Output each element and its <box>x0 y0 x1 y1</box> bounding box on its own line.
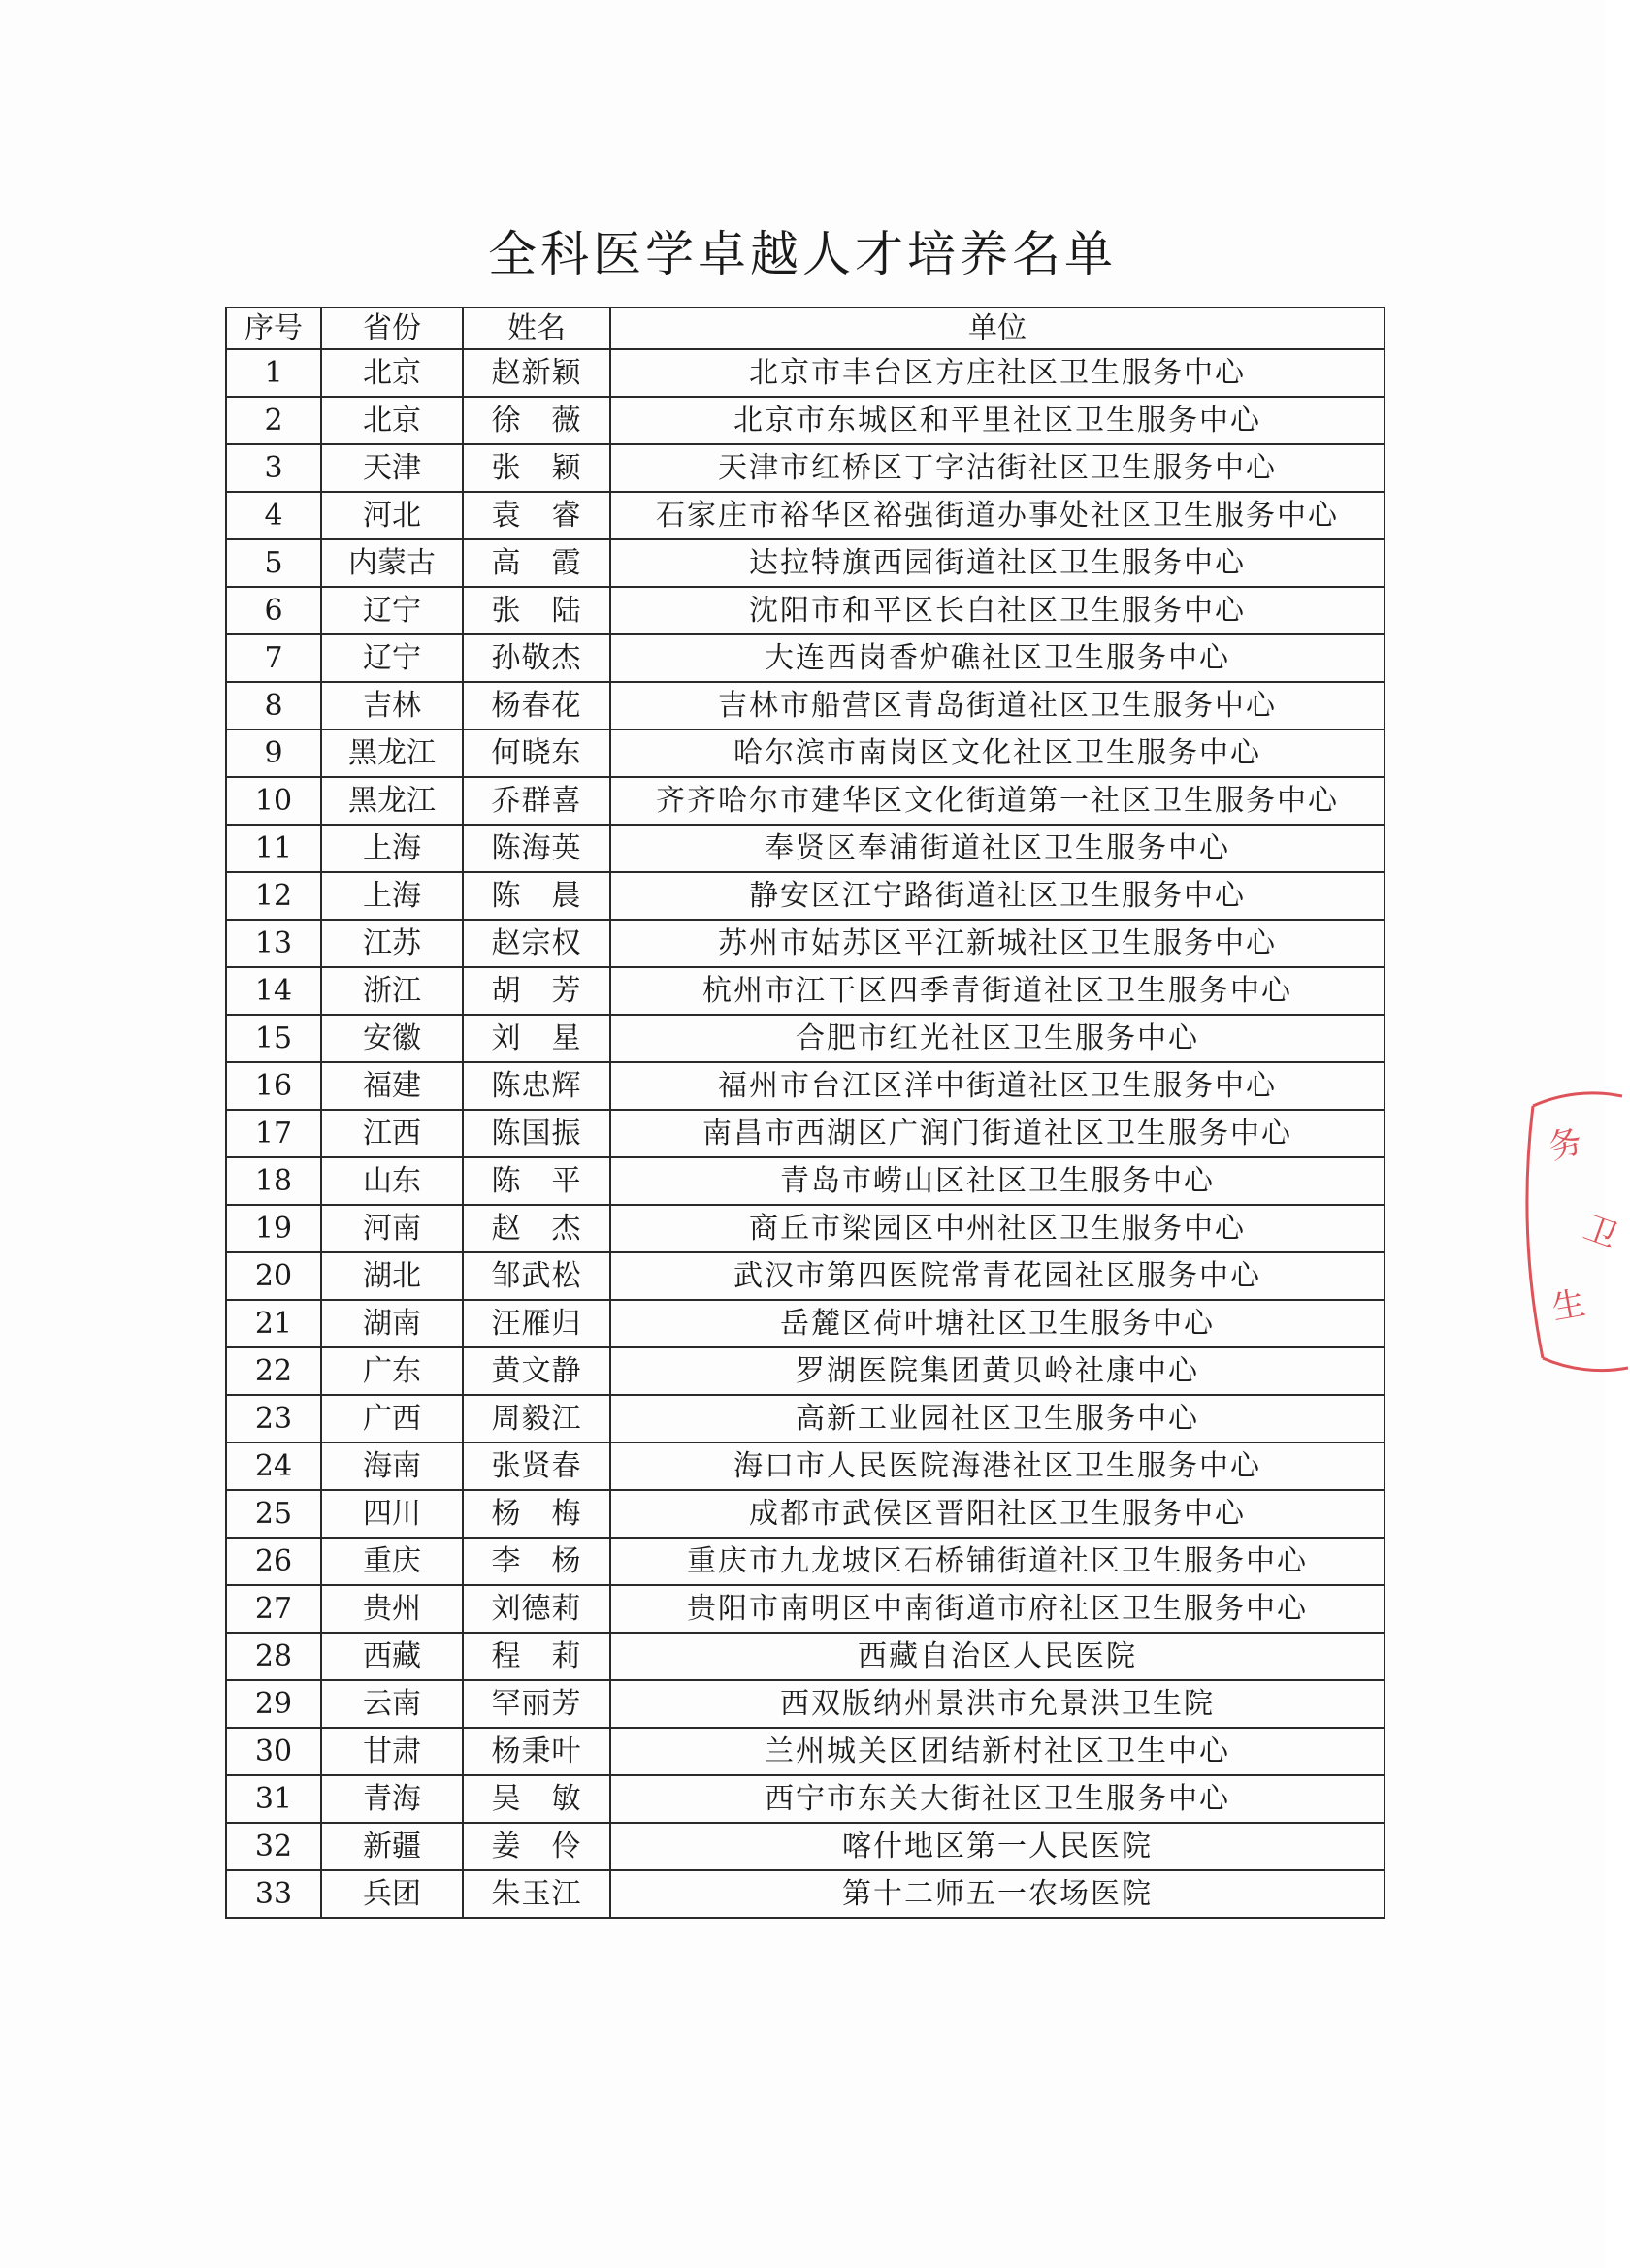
table-row <box>226 872 1385 920</box>
cell-name: 孙敬杰 <box>463 634 610 682</box>
cell-province: 云南 <box>321 1680 463 1728</box>
cell-unit: 苏州市姑苏区平江新城社区卫生服务中心 <box>610 920 1385 967</box>
table-row <box>226 587 1385 634</box>
cell-unit: 重庆市九龙坡区石桥铺街道社区卫生服务中心 <box>610 1538 1385 1585</box>
cell-name: 罕丽芳 <box>463 1680 610 1728</box>
cell-unit: 达拉特旗西园街道社区卫生服务中心 <box>610 539 1385 587</box>
table-row <box>226 397 1385 444</box>
table-row <box>226 1870 1385 1918</box>
cell-unit: 西双版纳州景洪市允景洪卫生院 <box>610 1680 1385 1728</box>
cell-no: 15 <box>226 1015 321 1062</box>
cell-province: 贵州 <box>321 1585 463 1633</box>
cell-no: 10 <box>226 777 321 825</box>
cell-unit: 贵阳市南明区中南街道市府社区卫生服务中心 <box>610 1585 1385 1633</box>
cell-unit: 高新工业园社区卫生服务中心 <box>610 1395 1385 1442</box>
cell-no: 22 <box>226 1347 321 1395</box>
cell-name: 朱玉江 <box>463 1870 610 1918</box>
table-row <box>226 1585 1385 1633</box>
cell-no: 17 <box>226 1110 321 1157</box>
svg-text:生: 生 <box>1548 1283 1589 1328</box>
cell-unit: 北京市东城区和平里社区卫生服务中心 <box>610 397 1385 444</box>
table-row <box>226 729 1385 777</box>
cell-name: 何晓东 <box>463 729 610 777</box>
cell-unit: 吉林市船营区青岛街道社区卫生服务中心 <box>610 682 1385 729</box>
cell-unit: 北京市丰台区方庄社区卫生服务中心 <box>610 349 1385 397</box>
cell-name: 陈 晨 <box>463 872 610 920</box>
cell-no: 12 <box>226 872 321 920</box>
cell-name: 黄文静 <box>463 1347 610 1395</box>
cell-no: 32 <box>226 1823 321 1870</box>
table-row <box>226 1633 1385 1680</box>
cell-name: 姜 伶 <box>463 1823 610 1870</box>
cell-name: 胡 芳 <box>463 967 610 1015</box>
cell-no: 20 <box>226 1252 321 1300</box>
header-name: 姓名 <box>463 308 610 349</box>
table-row <box>226 634 1385 682</box>
cell-province: 山东 <box>321 1157 463 1205</box>
cell-no: 13 <box>226 920 321 967</box>
header-unit: 单位 <box>610 308 1385 349</box>
cell-no: 33 <box>226 1870 321 1918</box>
cell-unit: 青岛市崂山区社区卫生服务中心 <box>610 1157 1385 1205</box>
table-row <box>226 1300 1385 1347</box>
cell-province: 辽宁 <box>321 587 463 634</box>
cell-unit: 齐齐哈尔市建华区文化街道第一社区卫生服务中心 <box>610 777 1385 825</box>
cell-unit: 成都市武侯区晋阳社区卫生服务中心 <box>610 1490 1385 1538</box>
cell-unit: 石家庄市裕华区裕强街道办事处社区卫生服务中心 <box>610 492 1385 539</box>
cell-unit: 天津市红桥区丁字沽街社区卫生服务中心 <box>610 444 1385 492</box>
cell-unit: 岳麓区荷叶塘社区卫生服务中心 <box>610 1300 1385 1347</box>
cell-unit: 静安区江宁路街道社区卫生服务中心 <box>610 872 1385 920</box>
table-row <box>226 825 1385 872</box>
cell-province: 北京 <box>321 397 463 444</box>
table-row <box>226 1538 1385 1585</box>
cell-province: 河南 <box>321 1205 463 1252</box>
header-province: 省份 <box>321 308 463 349</box>
header-no: 序号 <box>226 308 321 349</box>
cell-no: 27 <box>226 1585 321 1633</box>
table-row <box>226 1442 1385 1490</box>
cell-province: 广西 <box>321 1395 463 1442</box>
cell-province: 河北 <box>321 492 463 539</box>
cell-name: 杨 梅 <box>463 1490 610 1538</box>
cell-province: 海南 <box>321 1442 463 1490</box>
cell-province: 江苏 <box>321 920 463 967</box>
official-seal-stamp <box>1514 1077 1630 1387</box>
cell-name: 赵宗权 <box>463 920 610 967</box>
cell-province: 黑龙江 <box>321 729 463 777</box>
cell-no: 8 <box>226 682 321 729</box>
table-row <box>226 920 1385 967</box>
cell-unit: 沈阳市和平区长白社区卫生服务中心 <box>610 587 1385 634</box>
cell-unit: 兰州城关区团结新村社区卫生中心 <box>610 1728 1385 1775</box>
cell-name: 杨春花 <box>463 682 610 729</box>
cell-name: 刘 星 <box>463 1015 610 1062</box>
cell-province: 广东 <box>321 1347 463 1395</box>
svg-text:卫: 卫 <box>1578 1208 1623 1257</box>
table-row <box>226 967 1385 1015</box>
cell-province: 湖南 <box>321 1300 463 1347</box>
table-row <box>226 682 1385 729</box>
cell-province: 黑龙江 <box>321 777 463 825</box>
cell-name: 李 杨 <box>463 1538 610 1585</box>
cell-no: 18 <box>226 1157 321 1205</box>
cell-name: 张 颖 <box>463 444 610 492</box>
cell-no: 9 <box>226 729 321 777</box>
cell-unit: 大连西岗香炉礁社区卫生服务中心 <box>610 634 1385 682</box>
cell-name: 汪雁归 <box>463 1300 610 1347</box>
cell-province: 四川 <box>321 1490 463 1538</box>
cell-no: 16 <box>226 1062 321 1110</box>
table-row <box>226 1775 1385 1823</box>
cell-no: 5 <box>226 539 321 587</box>
cell-no: 19 <box>226 1205 321 1252</box>
cell-province: 兵团 <box>321 1870 463 1918</box>
cell-name: 张 陆 <box>463 587 610 634</box>
document-title: 全科医学卓越人才培养名单 <box>488 226 1117 282</box>
cell-name: 陈海英 <box>463 825 610 872</box>
table-row <box>226 539 1385 587</box>
cell-no: 23 <box>226 1395 321 1442</box>
table-row <box>226 1823 1385 1870</box>
cell-unit: 合肥市红光社区卫生服务中心 <box>610 1015 1385 1062</box>
table-row <box>226 1395 1385 1442</box>
cell-province: 吉林 <box>321 682 463 729</box>
cell-name: 陈忠辉 <box>463 1062 610 1110</box>
cell-name: 邹武松 <box>463 1252 610 1300</box>
table-row <box>226 1157 1385 1205</box>
cell-name: 高 霞 <box>463 539 610 587</box>
cell-province: 湖北 <box>321 1252 463 1300</box>
cell-no: 30 <box>226 1728 321 1775</box>
table-row <box>226 1728 1385 1775</box>
cell-name: 徐 薇 <box>463 397 610 444</box>
cell-no: 2 <box>226 397 321 444</box>
svg-text:务: 务 <box>1544 1121 1587 1168</box>
cell-unit: 西藏自治区人民医院 <box>610 1633 1385 1680</box>
cell-unit: 喀什地区第一人民医院 <box>610 1823 1385 1870</box>
table-row <box>226 1680 1385 1728</box>
cell-no: 7 <box>226 634 321 682</box>
table-row <box>226 1205 1385 1252</box>
table-row <box>226 1252 1385 1300</box>
cell-no: 28 <box>226 1633 321 1680</box>
cell-province: 上海 <box>321 872 463 920</box>
cell-no: 26 <box>226 1538 321 1585</box>
cell-province: 福建 <box>321 1062 463 1110</box>
cell-no: 1 <box>226 349 321 397</box>
cell-unit: 罗湖医院集团黄贝岭社康中心 <box>610 1347 1385 1395</box>
cell-no: 21 <box>226 1300 321 1347</box>
cell-unit: 杭州市江干区四季青街道社区卫生服务中心 <box>610 967 1385 1015</box>
cell-unit: 福州市台江区洋中街道社区卫生服务中心 <box>610 1062 1385 1110</box>
cell-unit: 第十二师五一农场医院 <box>610 1870 1385 1918</box>
cell-unit: 海口市人民医院海港社区卫生服务中心 <box>610 1442 1385 1490</box>
table-header-row <box>226 308 1385 349</box>
cell-province: 安徽 <box>321 1015 463 1062</box>
cell-name: 袁 睿 <box>463 492 610 539</box>
cell-name: 赵 杰 <box>463 1205 610 1252</box>
cell-province: 新疆 <box>321 1823 463 1870</box>
cell-no: 14 <box>226 967 321 1015</box>
cell-no: 6 <box>226 587 321 634</box>
cell-province: 重庆 <box>321 1538 463 1585</box>
cell-unit: 哈尔滨市南岗区文化社区卫生服务中心 <box>610 729 1385 777</box>
cell-unit: 武汉市第四医院常青花园社区服务中心 <box>610 1252 1385 1300</box>
cell-no: 24 <box>226 1442 321 1490</box>
table-row <box>226 777 1385 825</box>
cell-name: 程 莉 <box>463 1633 610 1680</box>
cell-no: 29 <box>226 1680 321 1728</box>
cell-name: 陈国振 <box>463 1110 610 1157</box>
cell-unit: 南昌市西湖区广润门街道社区卫生服务中心 <box>610 1110 1385 1157</box>
cell-province: 天津 <box>321 444 463 492</box>
cell-name: 周毅江 <box>463 1395 610 1442</box>
table-row <box>226 1490 1385 1538</box>
cell-province: 西藏 <box>321 1633 463 1680</box>
cell-no: 25 <box>226 1490 321 1538</box>
table-row <box>226 492 1385 539</box>
cell-province: 浙江 <box>321 967 463 1015</box>
cell-unit: 商丘市梁园区中州社区卫生服务中心 <box>610 1205 1385 1252</box>
cell-name: 乔群喜 <box>463 777 610 825</box>
cell-province: 青海 <box>321 1775 463 1823</box>
cell-name: 陈 平 <box>463 1157 610 1205</box>
cell-name: 刘德莉 <box>463 1585 610 1633</box>
table-row <box>226 444 1385 492</box>
cell-name: 张贤春 <box>463 1442 610 1490</box>
cell-name: 吴 敏 <box>463 1775 610 1823</box>
cell-province: 北京 <box>321 349 463 397</box>
cell-province: 江西 <box>321 1110 463 1157</box>
table-row <box>226 349 1385 397</box>
table-row <box>226 1347 1385 1395</box>
cell-no: 11 <box>226 825 321 872</box>
cell-name: 杨秉叶 <box>463 1728 610 1775</box>
cell-name: 赵新颖 <box>463 349 610 397</box>
cell-no: 31 <box>226 1775 321 1823</box>
cell-province: 上海 <box>321 825 463 872</box>
cell-province: 辽宁 <box>321 634 463 682</box>
table-body <box>226 349 1385 1918</box>
table-row <box>226 1015 1385 1062</box>
cell-unit: 西宁市东关大街社区卫生服务中心 <box>610 1775 1385 1823</box>
table-row <box>226 1062 1385 1110</box>
cell-province: 内蒙古 <box>321 539 463 587</box>
cell-province: 甘肃 <box>321 1728 463 1775</box>
cell-no: 4 <box>226 492 321 539</box>
cell-unit: 奉贤区奉浦街道社区卫生服务中心 <box>610 825 1385 872</box>
roster-table <box>225 307 1386 1919</box>
cell-no: 3 <box>226 444 321 492</box>
table-row <box>226 1110 1385 1157</box>
